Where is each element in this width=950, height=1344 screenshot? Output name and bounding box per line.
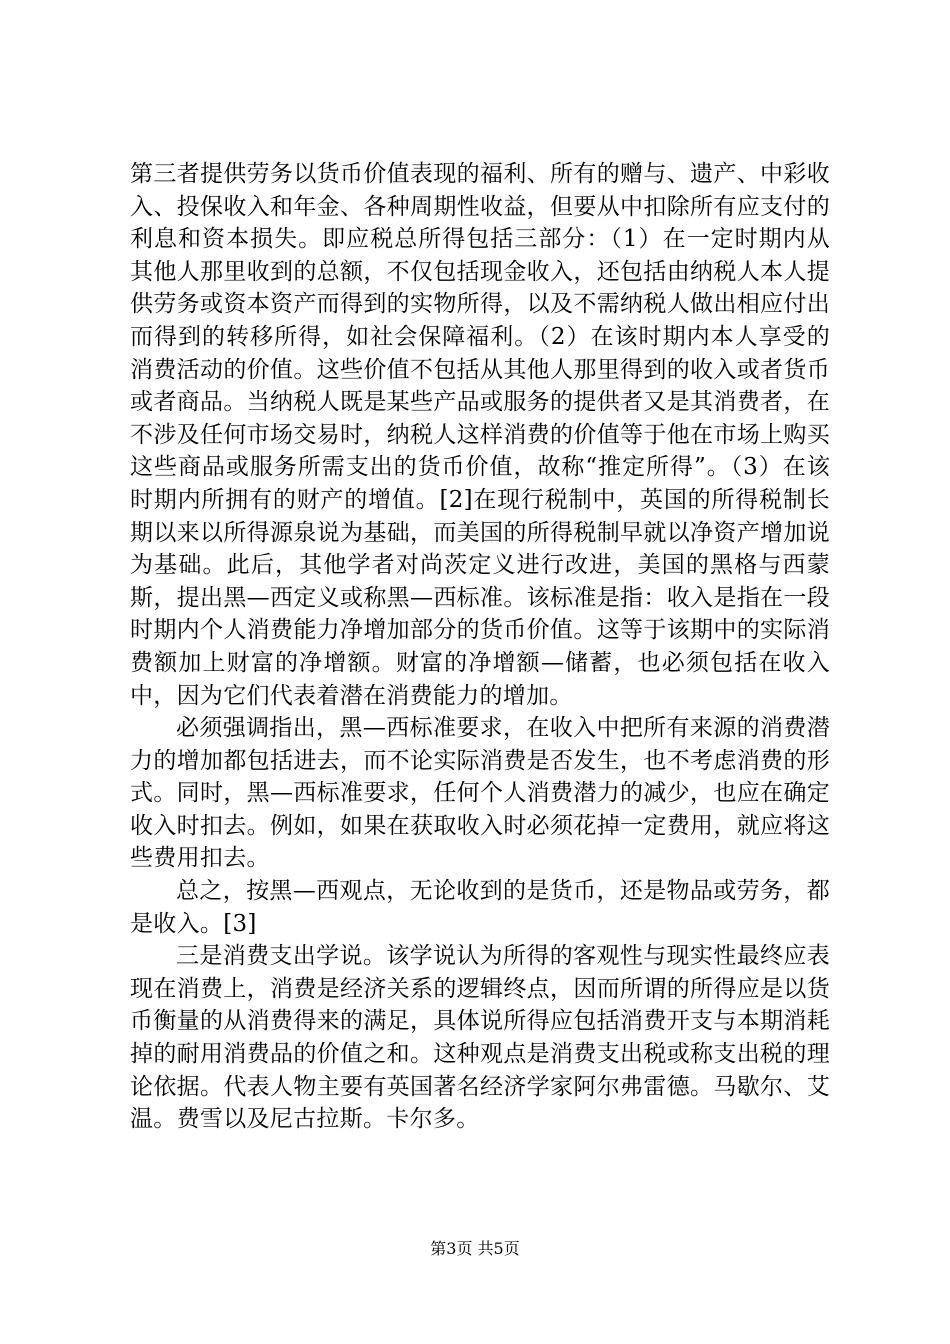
- paragraph-1: 第三者提供劳务以货币价值表现的福利、所有的赠与、遗产、中彩收入、投保收入和年金、各种周期性收益，但要从中扣除所有应支付的利息和资本损失。即应税总所得包括三部分：（1）在一定时期内从其他人那里收到的总额，不仅包括现金收入，还包括由纳税人本人提供劳务或资本资产而得到的实物所得，以及不需纳税人做出相应付出而得到的转移所得，如社会保障福利。（2）在该时期内本人享受的消费活动的价值。这些价值不包括从其他人那里得到的收入或者货币或者商品。当纳税人既是某些产品或服务的提供者又是其消费者，在不涉及任何市场交易时，纳税人这样消费的价值等于他在市场上购买这些商品或服务所需支出的货币价值，故称“推定所得”。（3）在该时期内所拥有的财产的增值。[2]在现行税制中，英国的所得税制长期以来以所得源泉说为基础，而美国的所得税制早就以净资产增加说为基础。此后，其他学者对尚茨定义进行改进，美国的黑格与西蒙斯，提出黑—西定义或称黑—西标准。该标准是指：收入是指在一段时期内个人消费能力净增加部分的货币价值。这等于该期中的实际消费额加上财富的净增额。财富的净增额—储蓄，也必须包括在收入中，因为它们代表着潜在消费能力的增加。: [130, 161, 830, 709]
- page-number-footer: 第3页 共5页: [430, 1239, 520, 1258]
- paragraph-3: 总之，按黑—西观点，无论收到的是货币，还是物品或劳务，都是收入。[3]: [130, 878, 830, 937]
- paragraph-4: 三是消费支出学说。该学说认为所得的客观性与现实性最终应表现在消费上，消费是经济关系的逻辑终点，因而所谓的所得应是以货币衡量的从消费得来的满足，具体说所得应包括消费开支与本期消耗掉的耐用消费品的价值之和。这种观点是消费支出税或称支出税的理论依据。代表人物主要有英国著名经济学家阿尔弗雷德。马歇尔、艾温。费雪以及尼古拉斯。卡尔多。: [130, 943, 830, 1133]
- paragraph-2: 必须强调指出，黑—西标准要求，在收入中把所有来源的消费潜力的增加都包括进去，而不论实际消费是否发生，也不考虑消费的形式。同时，黑—西标准要求，任何个人消费潜力的减少，也应在确定收入时扣去。例如，如果在获取收入时必须花掉一定费用，就应将这些费用扣去。: [130, 715, 830, 872]
- document-body: [130, 158, 830, 1136]
